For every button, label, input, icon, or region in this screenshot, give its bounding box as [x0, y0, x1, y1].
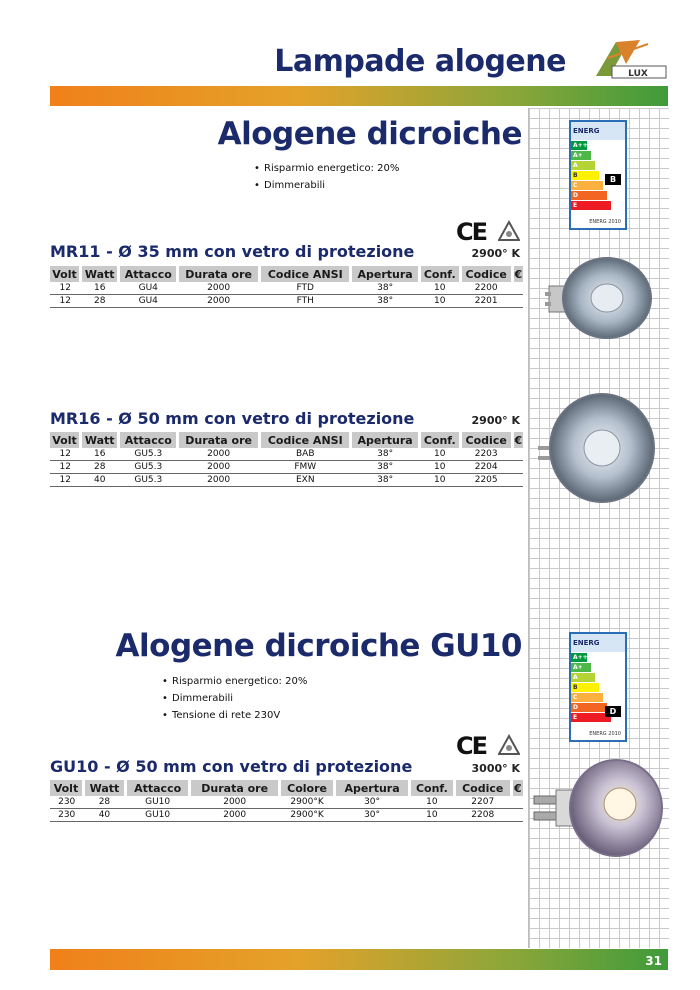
table-cell: 40 [83, 809, 125, 822]
table-cell: 10 [409, 796, 454, 809]
header-gradient-bar [50, 86, 668, 106]
table-cell: FTH [260, 295, 351, 308]
energy-label-title: ENERG [573, 127, 600, 135]
table-cell: 12 [50, 461, 81, 474]
table-cell: 2000 [178, 282, 260, 295]
table-cell: GU5.3 [119, 448, 178, 461]
section-title-gu10: Alogene dicroiche GU10 [115, 628, 522, 664]
table-cell: 10 [419, 474, 460, 487]
color-temp-mr11: 2900° K [471, 247, 520, 260]
table-cell: 10 [419, 295, 460, 308]
energy-class-e: E [571, 713, 611, 722]
table-cell: GU4 [119, 282, 178, 295]
table-cell: 12 [50, 474, 81, 487]
table-cell: 16 [81, 448, 119, 461]
gu10-lamp-image [530, 756, 666, 860]
bullet-item: • Risparmio energetico: 20% [254, 160, 399, 177]
table-cell: 2205 [460, 474, 512, 487]
product-table-gu10 [50, 780, 523, 822]
section-title-dicroiche: Alogene dicroiche [217, 116, 522, 152]
table-cell: 16 [81, 282, 119, 295]
col-header: Watt [81, 266, 119, 282]
energy-class-a: A [571, 161, 595, 170]
table-cell: 2900°K [280, 796, 335, 809]
table-cell: 40 [81, 474, 119, 487]
energy-label-footer: ENERG 2010 [589, 219, 621, 225]
section-2-bullets [162, 673, 307, 724]
warning-triangle-icon [498, 734, 520, 756]
table-cell: GU5.3 [119, 461, 178, 474]
table-cell: 30° [335, 796, 410, 809]
bullet-item: • Dimmerabili [162, 690, 307, 707]
col-header: Durata ore [190, 780, 280, 796]
table-row [50, 809, 523, 822]
table-cell [512, 295, 523, 308]
table-cell: GU4 [119, 295, 178, 308]
energy-label-title: ENERG [573, 639, 600, 647]
table-cell: 2900°K [280, 809, 335, 822]
table-cell: 2000 [178, 448, 260, 461]
table-cell: 2000 [190, 809, 280, 822]
table-cell: 30° [335, 809, 410, 822]
table-cell [511, 809, 523, 822]
table-cell: 12 [50, 282, 81, 295]
col-header: Codice ANSI [260, 266, 351, 282]
table-cell: 230 [50, 796, 83, 809]
col-header: Conf. [419, 266, 460, 282]
product-table-mr16 [50, 432, 523, 487]
energy-label-d [569, 632, 627, 742]
table-cell: GU10 [125, 796, 189, 809]
table-cell: 2000 [178, 295, 260, 308]
col-header: Volt [50, 432, 81, 448]
col-header: Apertura [351, 266, 419, 282]
table-row [50, 448, 523, 461]
table-cell: 38° [351, 474, 419, 487]
energy-label-footer: ENERG 2010 [589, 731, 621, 737]
table-cell [512, 282, 523, 295]
table-cell: 2208 [454, 809, 511, 822]
color-temp-gu10: 3000° K [471, 762, 520, 775]
bullet-item: • Risparmio energetico: 20% [162, 673, 307, 690]
table-cell: 38° [351, 448, 419, 461]
table-cell: EXN [260, 474, 351, 487]
table-row [50, 474, 523, 487]
table-cell: 28 [81, 461, 119, 474]
table-cell: 2204 [460, 461, 512, 474]
energy-class-app: A++ [573, 142, 588, 149]
col-header: Codice [454, 780, 511, 796]
energy-class-d: D [571, 191, 607, 200]
table-cell: FMW [260, 461, 351, 474]
ce-mark: CE [456, 218, 487, 246]
table-cell: 10 [419, 448, 460, 461]
product-table-mr11 [50, 266, 523, 308]
footer-gradient-bar [50, 949, 668, 970]
table-cell: 2201 [460, 295, 512, 308]
energy-class-marker: B [605, 174, 621, 185]
mr16-lamp-image [536, 390, 658, 508]
energy-class-c: C [571, 181, 603, 190]
table-cell [512, 474, 523, 487]
energy-class-ap: A+ [571, 663, 591, 672]
mr11-lamp-image [545, 252, 655, 342]
energy-class-d: D [571, 703, 607, 712]
energy-class-app: A++ [573, 654, 588, 661]
col-header: Watt [81, 432, 119, 448]
energy-class-b: B [571, 683, 599, 692]
col-header: € [512, 266, 523, 282]
product-title-gu10: GU10 - Ø 50 mm con vetro di protezione [50, 757, 413, 776]
energy-class-b: B [571, 171, 599, 180]
col-header: Conf. [409, 780, 454, 796]
col-header: Volt [50, 266, 81, 282]
svg-text:LUX: LUX [628, 69, 648, 79]
warning-triangle-icon [498, 220, 520, 242]
col-header: Codice ANSI [260, 432, 351, 448]
energy-class-c: C [571, 693, 603, 702]
col-header: Attacco [125, 780, 189, 796]
page-header-title: Lampade alogene [274, 44, 566, 79]
table-cell: 2000 [178, 474, 260, 487]
bullet-item: • Dimmerabili [254, 177, 399, 194]
col-header: € [511, 780, 523, 796]
energy-class-e: E [571, 201, 611, 210]
table-cell: GU5.3 [119, 474, 178, 487]
product-title-mr11: MR11 - Ø 35 mm con vetro di protezione [50, 242, 415, 261]
table-cell: 2203 [460, 448, 512, 461]
col-header: Volt [50, 780, 83, 796]
col-header: Watt [83, 780, 125, 796]
table-cell: 10 [419, 282, 460, 295]
table-row [50, 461, 523, 474]
col-header: Attacco [119, 266, 178, 282]
energy-class-ap: A+ [571, 151, 591, 160]
col-header: Apertura [351, 432, 419, 448]
section-1-bullets [254, 160, 399, 194]
energy-class-marker: D [605, 706, 621, 717]
energy-label-b [569, 120, 627, 230]
table-cell: 10 [419, 461, 460, 474]
table-cell: GU10 [125, 809, 189, 822]
table-cell: FTD [260, 282, 351, 295]
col-header: Attacco [119, 432, 178, 448]
table-row [50, 796, 523, 809]
ce-mark: CE [456, 732, 487, 760]
table-cell: 2000 [190, 796, 280, 809]
table-row [50, 295, 523, 308]
table-cell [512, 461, 523, 474]
col-header: Colore [280, 780, 335, 796]
col-header: € [512, 432, 523, 448]
table-cell: 10 [409, 809, 454, 822]
arlux-logo [578, 36, 668, 82]
col-header: Codice [460, 432, 512, 448]
col-header: Durata ore [178, 432, 260, 448]
table-cell: BAB [260, 448, 351, 461]
col-header: Durata ore [178, 266, 260, 282]
bullet-item: • Tensione di rete 230V [162, 707, 307, 724]
table-cell [512, 448, 523, 461]
table-cell: 230 [50, 809, 83, 822]
col-header: Apertura [335, 780, 410, 796]
table-cell: 12 [50, 295, 81, 308]
table-cell: 2000 [178, 461, 260, 474]
energy-class-a: A [571, 673, 595, 682]
table-cell: 38° [351, 282, 419, 295]
table-cell: 38° [351, 461, 419, 474]
col-header: Conf. [419, 432, 460, 448]
table-cell: 12 [50, 448, 81, 461]
table-cell: 28 [81, 295, 119, 308]
table-row [50, 282, 523, 295]
table-cell [511, 796, 523, 809]
page-number: 31 [645, 954, 662, 968]
table-cell: 38° [351, 295, 419, 308]
table-cell: 2200 [460, 282, 512, 295]
table-cell: 2207 [454, 796, 511, 809]
product-title-mr16: MR16 - Ø 50 mm con vetro di protezione [50, 409, 415, 428]
color-temp-mr16: 2900° K [471, 414, 520, 427]
table-cell: 28 [83, 796, 125, 809]
col-header: Codice [460, 266, 512, 282]
